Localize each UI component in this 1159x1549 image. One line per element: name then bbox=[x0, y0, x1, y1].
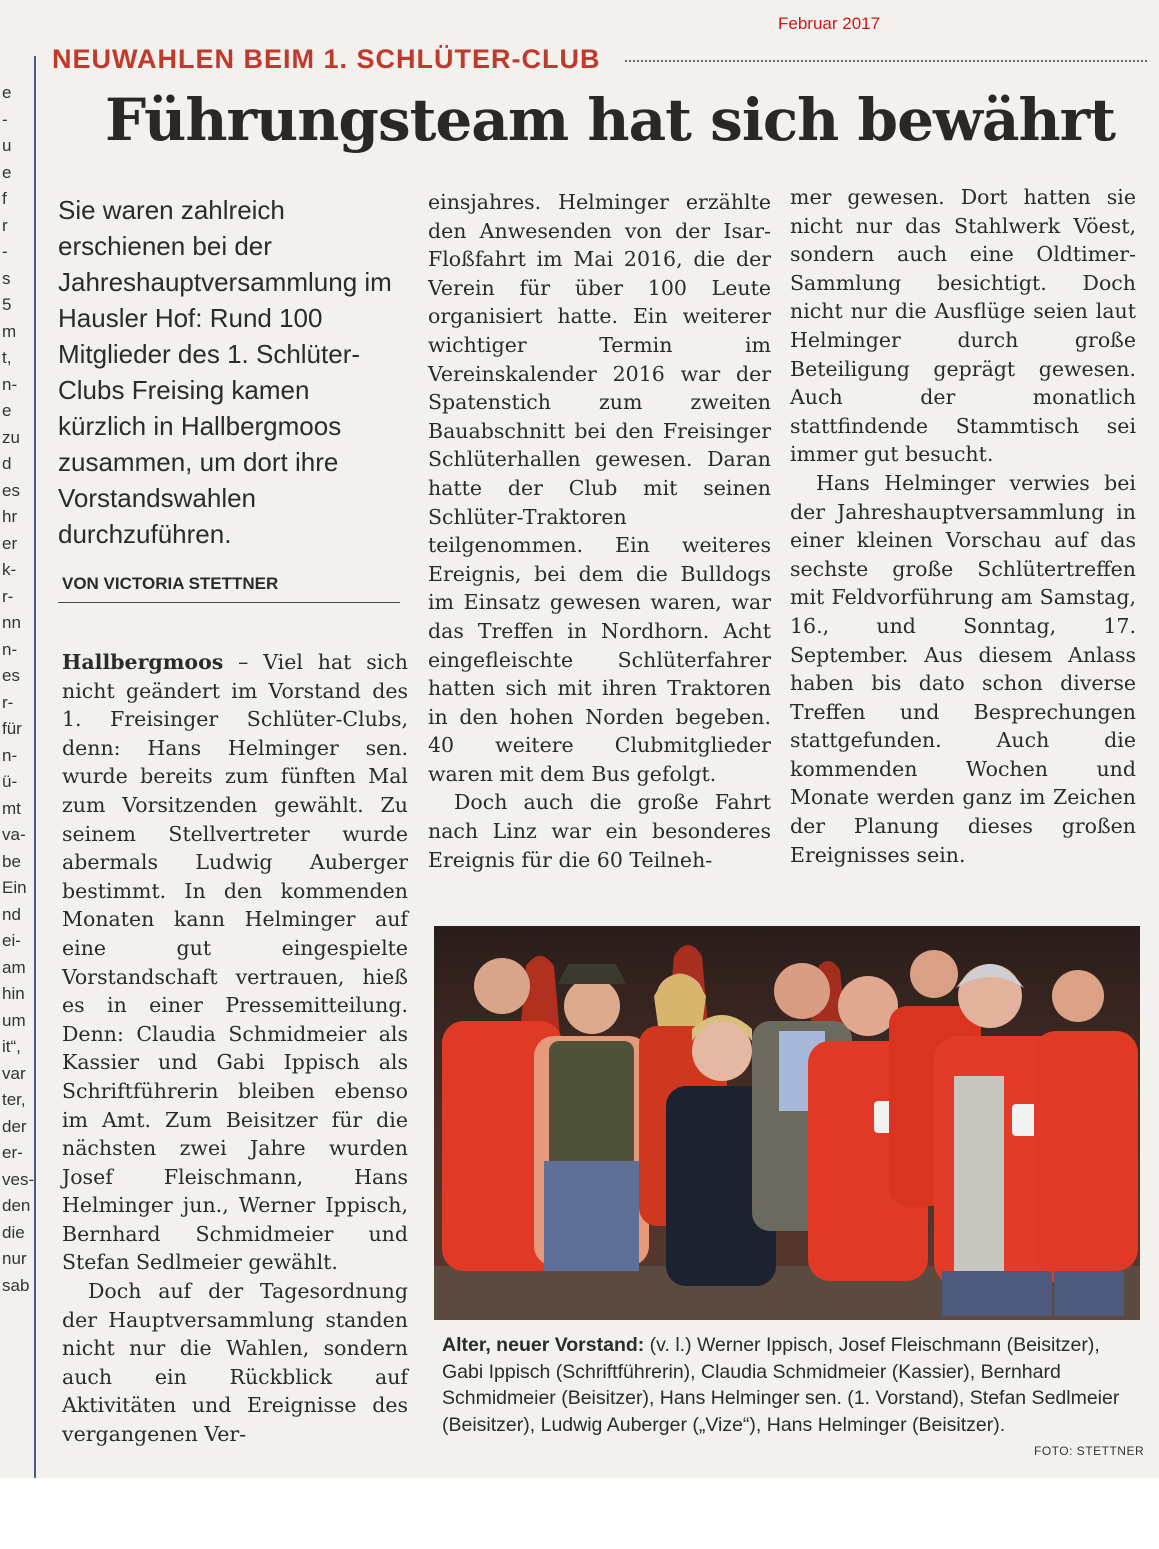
photo-credit: FOTO: STETTNER bbox=[1034, 1444, 1145, 1458]
fragment-text: die bbox=[2, 1222, 25, 1242]
fragment-text: e bbox=[2, 162, 12, 182]
fragment-text: ter, bbox=[2, 1090, 26, 1109]
fragment-text: hin bbox=[2, 984, 25, 1003]
article-column-3 bbox=[790, 183, 1136, 869]
fragment-text: e bbox=[2, 83, 12, 102]
group-photo bbox=[434, 926, 1140, 1320]
fragment-text: - bbox=[2, 109, 8, 129]
headline: Führungsteam hat sich bewährt bbox=[105, 86, 1116, 154]
article-column-2 bbox=[428, 188, 771, 874]
fragment-text: es bbox=[2, 480, 20, 500]
caption-head: Alter, neuer Vorstand: bbox=[442, 1334, 645, 1356]
fragment-text: Ein bbox=[2, 878, 27, 897]
fragment-text: nd bbox=[2, 904, 21, 924]
fragment-text: f bbox=[2, 189, 7, 208]
clipping-date: Februar 2017 bbox=[778, 14, 881, 33]
caption-text: (v. l.) Werner Ippisch, Josef Fleischmann (Beisitzer), Gabi Ippisch (Schriftführerin), Claudia Schmidmeier (Kassier), Bernhard Schmidmeier (Beisitzer), Hans Helminger sen. (1. Vorstand), Stefan Sedlmeier (Beisitzer), Ludwig Auberger („Vize“), Hans Helminger (Beisitzer). bbox=[442, 1334, 1120, 1436]
fragment-text: it“, bbox=[2, 1037, 21, 1056]
article-column-1 bbox=[62, 648, 408, 1449]
body-paragraph: Doch auch die große Fahrt nach Linz war ein besonderes Ereignis für die 60 Teilneh- bbox=[428, 790, 771, 872]
kicker-rule bbox=[625, 60, 1147, 62]
kicker: NEUWAHLEN BEIM 1. SCHLÜTER-CLUB bbox=[52, 44, 601, 74]
body-paragraph bbox=[62, 648, 408, 1277]
lead-paragraph: Sie waren zahlreich erschienen bei der Jahreshauptversammlung im Hausler Hof: Rund 100 Mitglieder des 1. Schlüter-Clubs Freising kamen kürzlich in Hallbergmoos zusammen, um dort ihre Vorstandswahlen durchzuführen. bbox=[58, 195, 392, 549]
fragment-text: es bbox=[2, 666, 20, 685]
fragment-text: um bbox=[2, 1010, 26, 1030]
fragment-text: nur bbox=[2, 1249, 27, 1268]
fragment-text: am bbox=[2, 957, 26, 977]
fragment-text: t, bbox=[2, 348, 12, 367]
fragment-text: er- bbox=[2, 1143, 23, 1162]
fragment-text: r- bbox=[2, 692, 14, 712]
fragment-text: nn bbox=[2, 613, 21, 632]
fragment-text: n- bbox=[2, 374, 18, 394]
fragment-text: mt bbox=[2, 798, 21, 818]
fragment-text: n- bbox=[2, 639, 18, 659]
column-divider bbox=[34, 56, 36, 1478]
fragment-text: ves- bbox=[2, 1169, 34, 1189]
fragment-text: er bbox=[2, 533, 18, 553]
body-paragraph: Doch auf der Tagesordnung der Hauptversammlung standen nicht nur die Wahlen, sondern auch ein Rückblick auf Aktivitäten und Ereignisse des vergangenen Ver- bbox=[62, 1279, 408, 1447]
fragment-text: m bbox=[2, 321, 17, 341]
fragment-text: s bbox=[2, 268, 11, 288]
fragment-text: - bbox=[2, 242, 8, 261]
adjacent-column-fragments bbox=[0, 80, 34, 1299]
body-paragraph: mer gewesen. Dort hatten sie nicht nur das Stahlwerk Vöest, sondern auch eine Oldtimer-Sammlung besichtigt. Doch nicht nur die Ausflüge seien laut Helminger durch große Beteiligung geprägt gewesen. Auch der monatlich stattfindende Stammtisch sei immer gut besucht. bbox=[790, 185, 1136, 467]
body-paragraph: Hans Helminger verwies bei der Jahreshauptversammlung in einer kleinen Vorschau auf das sechste große Schlütertreffen mit Feldvorführung am Samstag, 16., und Sonntag, 17. September. Aus diesem Anlass haben bis dato schon diverse Treffen und Besprechungen stattgefunden. Auch die kommenden Wochen und Monate werden ganz im Zeichen der Planung dieses großen Ereignisses sein. bbox=[790, 470, 1136, 867]
photo-caption bbox=[442, 1332, 1142, 1438]
fragment-text: für bbox=[2, 719, 22, 738]
fragment-text: u bbox=[2, 136, 12, 155]
fragment-text: ei- bbox=[2, 931, 21, 950]
fragment-text: 5 bbox=[2, 295, 12, 314]
fragment-text: ü- bbox=[2, 772, 18, 791]
fragment-text: r bbox=[2, 215, 8, 235]
fragment-text: var bbox=[2, 1063, 26, 1083]
body-paragraph: einsjahres. Helminger erzählte den Anwesenden von der Isar-Floßfahrt im Mai 2016, die der Verein für über 100 Leute organisiert hatte. Ein weiterer wichtiger Termin im Vereinskalender 2016 war der Spatenstich zum zweiten Bauabschnitt bei den Freisinger Schlüterhallen gewesen. Daran hatte der Club mit seinen Schlüter-Traktoren teilgenommen. Ein weiteres Ereignis, bei dem die Bulldogs im Einsatz gewesen waren, war das Treffen in Nordhorn. Acht eingefleischte Schlüterfahrer hatten sich mit ihren Traktoren in den hohen Norden begeben. 40 weitere Clubmitglieder waren mit dem Bus gefolgt. bbox=[428, 190, 771, 786]
fragment-text: den bbox=[2, 1196, 31, 1215]
fragment-text: hr bbox=[2, 507, 18, 526]
fragment-text: zu bbox=[2, 427, 20, 447]
dateline: Hallbergmoos bbox=[62, 650, 224, 674]
fragment-text: va- bbox=[2, 825, 26, 844]
byline: VON VICTORIA STETTNER bbox=[62, 574, 279, 593]
fragment-text: der bbox=[2, 1116, 27, 1136]
fragment-text: d bbox=[2, 454, 12, 473]
fragment-text: e bbox=[2, 401, 12, 420]
body-text: – Viel hat sich nicht geändert im Vorstand des 1. Freisinger Schlüter-Clubs, denn: Hans Helminger sen. wurde bereits zum fünften Mal zum Vorsitzenden gewählt. Zu seinem Stellvertreter wurde abermals Ludwig Auberger bestimmt. In den kommenden Monaten kann Helminger auf eine gut eingespielte Vorstandschaft vertrauen, hieß es in einer Pressemitteilung. Denn: Claudia Schmidmeier als Kassier und Gabi Ippisch als Schriftführerin bleiben ebenso im Amt. Zum Beisitzer für die nächsten zwei Jahre wurden Josef Fleischmann, Hans Helminger jun., Werner Ippisch, Bernhard Schmidmeier und Stefan Sedlmeier gewählt. bbox=[62, 650, 408, 1275]
fragment-text: k- bbox=[2, 560, 17, 579]
byline-rule bbox=[58, 602, 400, 603]
fragment-text: n- bbox=[2, 745, 18, 765]
fragment-text: r- bbox=[2, 586, 14, 606]
fragment-text: be bbox=[2, 851, 21, 871]
group-photo-illustration bbox=[434, 926, 1140, 1320]
fragment-text: sab bbox=[2, 1275, 30, 1295]
